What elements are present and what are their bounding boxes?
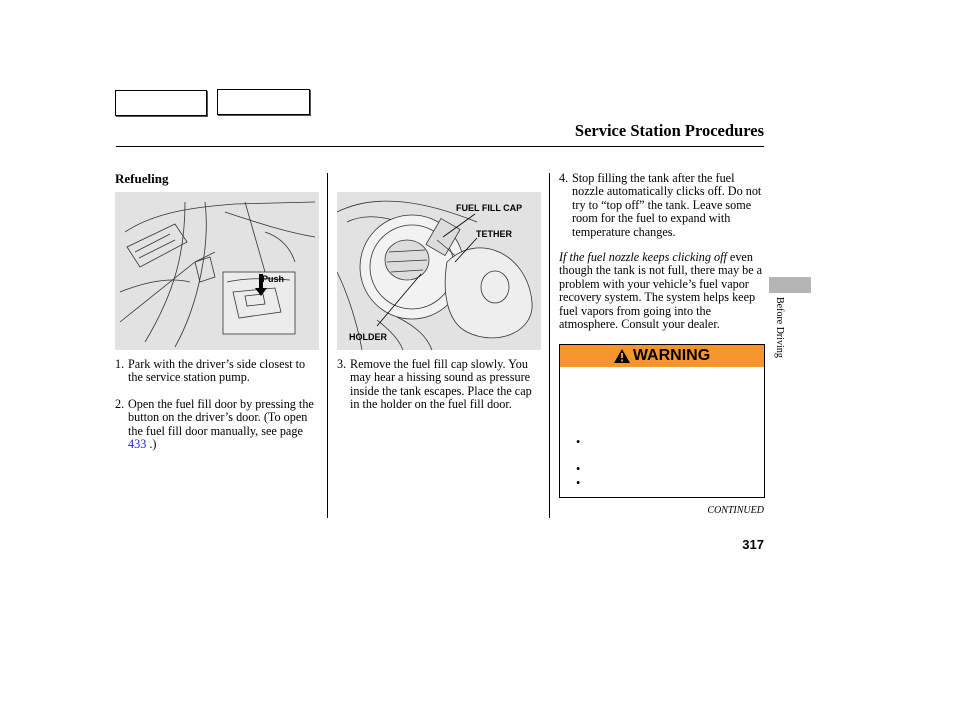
nav-box-prev[interactable] xyxy=(115,90,207,116)
tether-label: TETHER xyxy=(476,229,512,239)
warning-bullet-3: • xyxy=(576,476,581,490)
side-tab-marker xyxy=(769,277,811,293)
nozzle-clicking-text: even though the tank is not full, there may be a problem with your vehicle’s fuel vapor recovery system. The system helps keep fuel vapors from going into the atmosphere. Consult your dealer. xyxy=(559,250,763,332)
step-2-text xyxy=(128,398,319,452)
warning-bullet-1: • xyxy=(576,435,581,449)
warning-label: WARNING xyxy=(632,347,711,364)
fuel-cap-drawing xyxy=(337,192,541,350)
nav-box-next[interactable] xyxy=(217,89,310,115)
step-2-number: 2. xyxy=(115,397,125,411)
warning-bullet-2: • xyxy=(576,462,581,476)
step-4 xyxy=(559,172,763,239)
step-4-text: Stop filling the tank after the fuel nozzle automatically clicks off. Do not try to “top off” the tank. Leave some room for the fuel to expand with temperature changes. xyxy=(572,171,762,239)
section-heading-refueling: Refueling xyxy=(115,171,169,186)
push-label: Push xyxy=(262,274,285,284)
step-1-text: Park with the driver’s side closest to the service station pump. xyxy=(128,357,306,385)
step-3 xyxy=(337,358,541,412)
column-divider-2 xyxy=(549,173,550,518)
title-rule xyxy=(116,146,764,147)
door-button-illustration xyxy=(115,192,319,350)
door-button-drawing xyxy=(115,192,319,350)
step-1-number: 1. xyxy=(115,357,125,371)
fuel-fill-cap-label: FUEL FILL CAP xyxy=(456,203,523,213)
page-title: Service Station Procedures xyxy=(574,121,764,140)
fuel-cap-illustration xyxy=(337,192,541,350)
warning-triangle-icon xyxy=(614,349,630,363)
nozzle-clicking-italic: If the fuel nozzle keeps clicking off xyxy=(559,250,727,264)
page-433-link[interactable]: 433 xyxy=(128,437,147,452)
step-3-text: Remove the fuel fill cap slowly. You may hear a hissing sound as pressure inside the tank escapes. Place the cap in the holder on the fuel fill door. xyxy=(350,357,532,412)
step-2-text-b: .) xyxy=(149,437,157,452)
step-3-number: 3. xyxy=(337,357,347,371)
warning-header xyxy=(560,345,764,367)
page-number: 317 xyxy=(742,537,764,552)
side-tab-label: Before Driving xyxy=(774,297,785,358)
step-1 xyxy=(115,358,319,385)
step-4-number: 4. xyxy=(559,171,569,185)
step-2-text-a: Open the fuel fill door by pressing the button on the driver’s door. (To open the fuel fill door manually, see page xyxy=(128,397,314,438)
continued-label: CONTINUED xyxy=(707,505,764,516)
warning-box xyxy=(559,344,765,498)
holder-label: HOLDER xyxy=(349,332,387,342)
step-2 xyxy=(115,398,319,452)
column-divider-1 xyxy=(327,173,328,518)
nozzle-clicking-paragraph xyxy=(559,251,763,331)
